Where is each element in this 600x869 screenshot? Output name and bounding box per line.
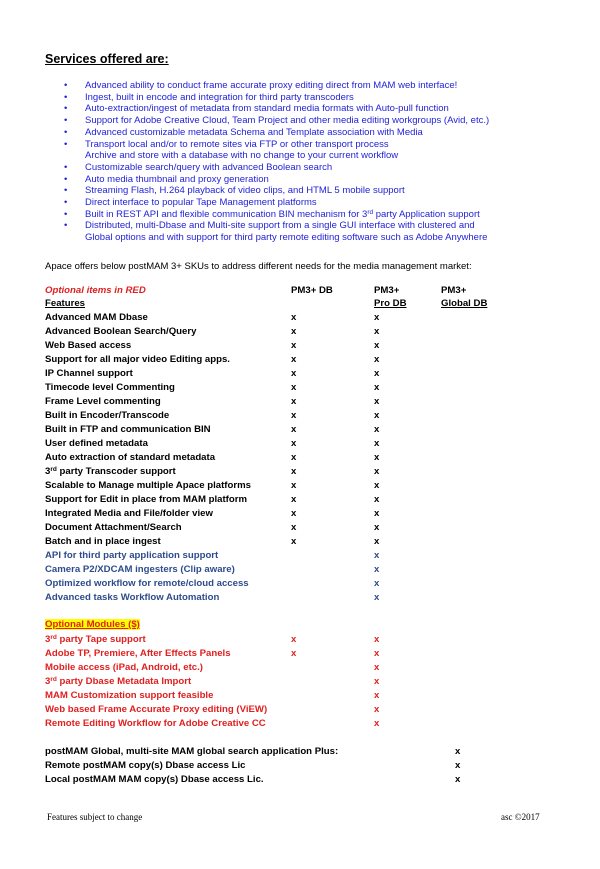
table-row: Timecode level Commenting x x [45,382,380,393]
table-row: Built in Encoder/Transcode x x [45,410,380,421]
col-pm3-pro-header: PM3+ Pro DB [374,285,407,309]
table-row: Document Attachment/Search x x [45,522,380,533]
bullet-icon: • [64,103,68,115]
table-row: Mobile access (iPad, Android, etc.) x [45,662,380,673]
table-row: API for third party application support x [45,550,380,561]
service-item: • Advanced customizable metadata Schema and Template association with Media [64,126,423,138]
table-row: Web based Frame Accurate Proxy editing (ViEW) x [45,704,380,715]
table-row: Adobe TP, Premiere, After Effects Panels x x [45,648,380,659]
service-item: • Advanced ability to conduct frame accurate proxy editing direct from MAM web interface! [64,80,458,91]
bullet-icon: • [64,220,68,232]
bullet-icon: • [64,126,68,138]
service-item: • Distributed, multi-Dbase and Multi-site support from a single GUI interface with clustered and Global options and with support for third party remote editing software such as Adobe Anywhere [64,220,488,244]
service-item: • Built in REST API and flexible communication BIN mechanism for 3rd party Application support [64,208,480,220]
table-row: Remote postMAM copy(s) Dbase access Lic x [45,760,461,771]
footer-note: Features subject to change [47,812,143,822]
table-row: Local postMAM MAM copy(s) Dbase access Lic. x [45,774,461,785]
table-row: Advanced Boolean Search/Query x x [45,326,380,337]
table-row: Auto extraction of standard metadata x x [45,452,380,463]
table-row: Support for Edit in place from MAM platform x x [45,494,380,505]
service-item: • Transport local and/or to remote sites via FTP or other transport process Archive and store with a database with no change to your current workflow [64,138,399,162]
table-row: User defined metadata x x [45,438,380,449]
table-row: Advanced MAM Dbase x x [45,312,380,323]
bullet-icon: • [64,197,68,209]
footer-copyright: asc ©2017 [501,812,540,822]
service-item: • Support for Adobe Creative Cloud, Team Project and other media editing workgroups (Avid, etc.) [64,115,490,127]
service-item: • Streaming Flash, H.264 playback of video clips, and HTML 5 mobile support [64,185,405,197]
intro-text: Apace offers below postMAM 3+ SKUs to address different needs for the media management market: [45,261,472,272]
table-row: Camera P2/XDCAM ingesters (Clip aware) x [45,564,380,575]
col-pm3-db-header: PM3+ DB [291,285,333,296]
services-heading: Services offered are: [45,52,169,66]
table-row: 3rd party Tape support x x [45,634,380,645]
table-row: Remote Editing Workflow for Adobe Creative CC x [45,718,380,729]
service-item: • Auto media thumbnail and proxy generation [64,173,269,185]
bullet-icon: • [64,208,68,220]
bullet-icon: • [64,80,68,91]
bullet-icon: • [64,138,68,150]
table-row: Support for all major video Editing apps. x x [45,354,380,365]
optional-red-note: Optional items in RED [45,285,146,296]
table-row: Advanced tasks Workflow Automation x [45,592,380,603]
services-list [64,80,544,244]
service-item: • Ingest, built in encode and integration for third party transcoders [64,91,354,103]
service-item: • Direct interface to popular Tape Management platforms [64,197,317,209]
table-row: Scalable to Manage multiple Apace platforms x x [45,480,380,491]
table-row: Web Based access x x [45,340,380,351]
table-row: IP Channel support x x [45,368,380,379]
table-row: 3rd party Transcoder support x x [45,466,380,477]
bullet-icon: • [64,115,68,127]
bullet-icon: • [64,185,68,197]
table-row: MAM Customization support feasible x [45,690,380,701]
table-row: 3rd party Dbase Metadata Import x [45,676,380,687]
table-row: Batch and in place ingest x x [45,536,380,547]
service-item: • Auto-extraction/ingest of metadata from standard media formats with Auto-pull function [64,103,449,115]
bullet-icon: • [64,161,68,173]
bullet-icon: • [64,173,68,185]
table-row: Built in FTP and communication BIN x x [45,424,380,435]
table-row: postMAM Global, multi-site MAM global search application Plus: x [45,746,461,757]
bullet-icon: • [64,91,68,103]
table-row: Frame Level commenting x x [45,396,380,407]
table-row: Integrated Media and File/folder view x x [45,508,380,519]
features-header: Features [45,298,85,309]
table-row: Optimized workflow for remote/cloud access x [45,578,380,589]
col-pm3-global-header: PM3+ Global DB [441,285,488,309]
optional-modules-title: Optional Modules ($) [45,619,140,630]
service-item: • Customizable search/query with advanced Boolean search [64,161,333,173]
